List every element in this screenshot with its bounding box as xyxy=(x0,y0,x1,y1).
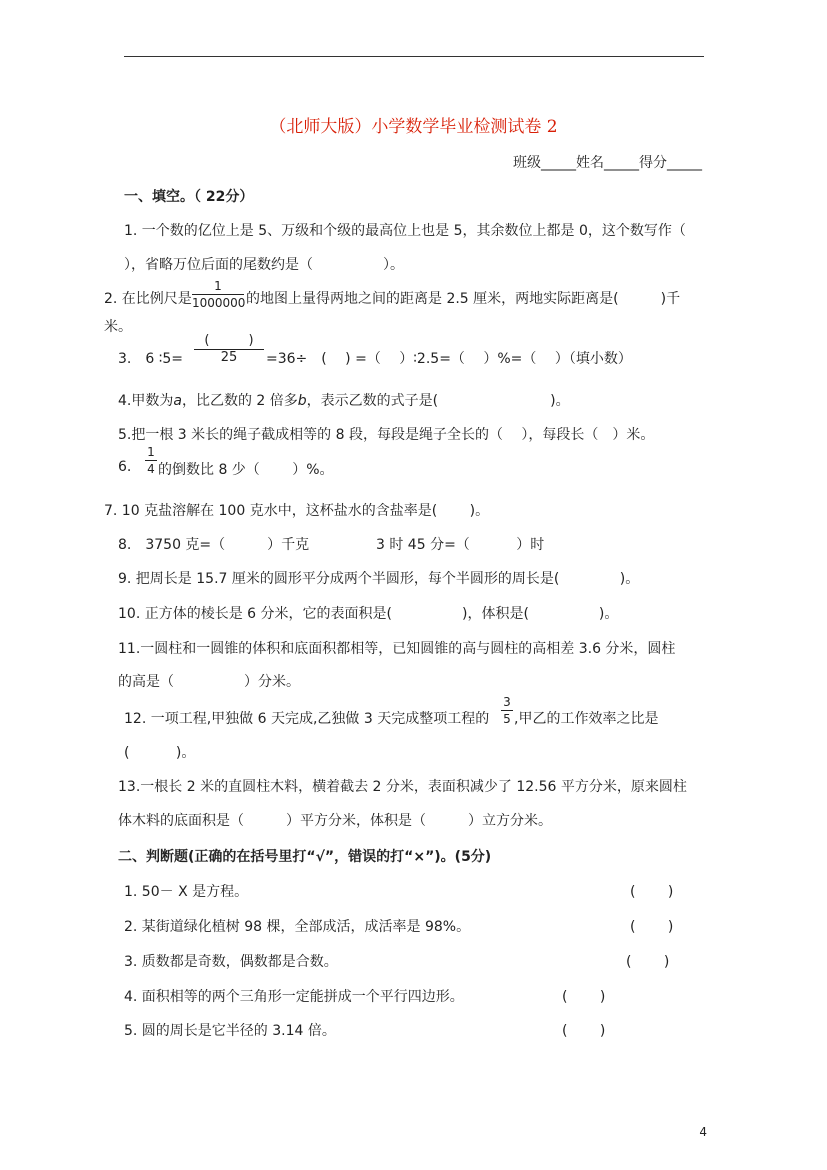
q12-line2: ( )。 xyxy=(124,745,196,761)
q6-frac-bar xyxy=(145,460,157,461)
q2-line2: 米。 xyxy=(104,319,132,335)
q6-suffix: 的倒数比 8 少（ ）%。 xyxy=(158,462,334,478)
judge-item-4-answer-paren[interactable]: ( ) xyxy=(562,989,606,1005)
q3-frac-numerator: ( ) xyxy=(204,333,254,348)
q6-fraction xyxy=(145,445,157,476)
judge-item-5-answer-paren[interactable]: ( ) xyxy=(562,1023,606,1039)
section1-heading: 一、填空。（ 22分） xyxy=(124,189,254,205)
q6-frac-numerator: 1 xyxy=(147,445,155,459)
q13-line2: 体木料的底面积是（ ）平方分米，体积是（ ）立方分米。 xyxy=(118,813,552,829)
q5-line: 5.把一根 3 米长的绳子截成相等的 8 段，每段是绳子全长的（ ），每段长（ ）米。 xyxy=(118,427,655,443)
judge-item-1-text: 1. 50－ X 是方程。 xyxy=(124,884,249,900)
q4-variable-b: b xyxy=(297,393,307,409)
q8-part-b: 3 时 45 分=（ ）时 xyxy=(376,537,545,553)
judge-item-1-answer-paren[interactable]: ( ) xyxy=(630,884,674,900)
q12-prefix: 12. 一项工程,甲独做 6 天完成,乙独做 3 天完成整项工程的 xyxy=(124,711,490,727)
q2-frac-denominator: 1000000 xyxy=(192,296,246,310)
section2-heading: 二、判断题(正确的在括号里打“√”，错误的打“×”)。(5分) xyxy=(118,849,492,865)
q3-suffix: =36÷ ( ) =（ ）∶2.5=（ ）%=（ ）（填小数） xyxy=(266,351,632,367)
q7-line: 7. 10 克盐溶解在 100 克水中，这杯盐水的含盐率是( )。 xyxy=(104,503,490,519)
q9-line: 9. 把周长是 15.7 厘米的圆形平分成两个半圆形，每个半圆形的周长是( )。 xyxy=(118,571,640,587)
header-rule xyxy=(124,56,704,57)
q3-prefix: 3. 6 ∶5= xyxy=(118,351,183,367)
q12-frac-bar xyxy=(501,710,513,711)
judge-item-3-text: 3. 质数都是奇数，偶数都是合数。 xyxy=(124,954,338,970)
page-title: （北师大版）小学数学毕业检测试卷 2 xyxy=(269,117,558,137)
q2-frac-bar xyxy=(192,294,244,295)
q12-frac-denominator: 5 xyxy=(503,712,511,726)
judge-item-4-text: 4. 面积相等的两个三角形一定能拼成一个平行四边形。 xyxy=(124,989,464,1005)
judge-item-3-answer-paren[interactable]: ( ) xyxy=(626,954,670,970)
q6-prefix: 6. xyxy=(118,459,132,475)
q12-frac-numerator: 3 xyxy=(503,695,511,709)
student-info-line: 班级_____姓名_____得分_____ xyxy=(513,155,702,171)
q4-part-a: 4.甲数为 xyxy=(118,393,174,409)
q2-prefix: 2. 在比例尺是 xyxy=(104,291,192,307)
judge-item-5-text: 5. 圆的周长是它半径的 3.14 倍。 xyxy=(124,1023,336,1039)
q10-line: 10. 正方体的棱长是 6 分米，它的表面积是( )，体积是( )。 xyxy=(118,606,619,622)
q2-suffix: 的地图上量得两地之间的距离是 2.5 厘米，两地实际距离是( )千 xyxy=(246,291,681,307)
q11-line1: 11.一圆柱和一圆锥的体积和底面积都相等，已知圆锥的高与圆柱的高相差 3.6 分米，圆柱 xyxy=(118,641,676,657)
q2-frac-numerator: 1 xyxy=(214,279,222,293)
q4-part-c: ，表示乙数的式子是( )。 xyxy=(306,393,570,409)
q12-fraction xyxy=(501,695,513,726)
page-number: 4 xyxy=(699,1125,707,1139)
judge-item-2-text: 2. 某街道绿化植树 98 棵，全部成活，成活率是 98%。 xyxy=(124,919,471,935)
q8-part-a: 8. 3750 克=（ ）千克 xyxy=(118,537,310,553)
q4-part-b: ，比乙数的 2 倍多 xyxy=(181,393,298,409)
q1-line2: ），省略万位后面的尾数约是（ ）。 xyxy=(124,257,404,273)
q11-line2: 的高是（ ）分米。 xyxy=(118,674,300,690)
q4-variable-a: a xyxy=(173,393,182,409)
q1-line1: 1. 一个数的亿位上是 5、万级和个级的最高位上也是 5，其余数位上都是 0，这个数写作（ xyxy=(124,223,686,239)
q4-line xyxy=(118,390,570,410)
q3-fraction xyxy=(194,334,264,365)
q13-line1: 13.一根长 2 米的直圆柱木料，横着截去 2 分米，表面积减少了 12.56 平方分米，原来圆柱 xyxy=(118,779,687,795)
q6-frac-denominator: 4 xyxy=(147,462,155,476)
q3-frac-denominator: 25 xyxy=(220,350,238,365)
q2-scale-fraction xyxy=(192,279,244,310)
q12-suffix: ,甲乙的工作效率之比是 xyxy=(514,711,659,727)
judge-item-2-answer-paren[interactable]: ( ) xyxy=(630,919,674,935)
